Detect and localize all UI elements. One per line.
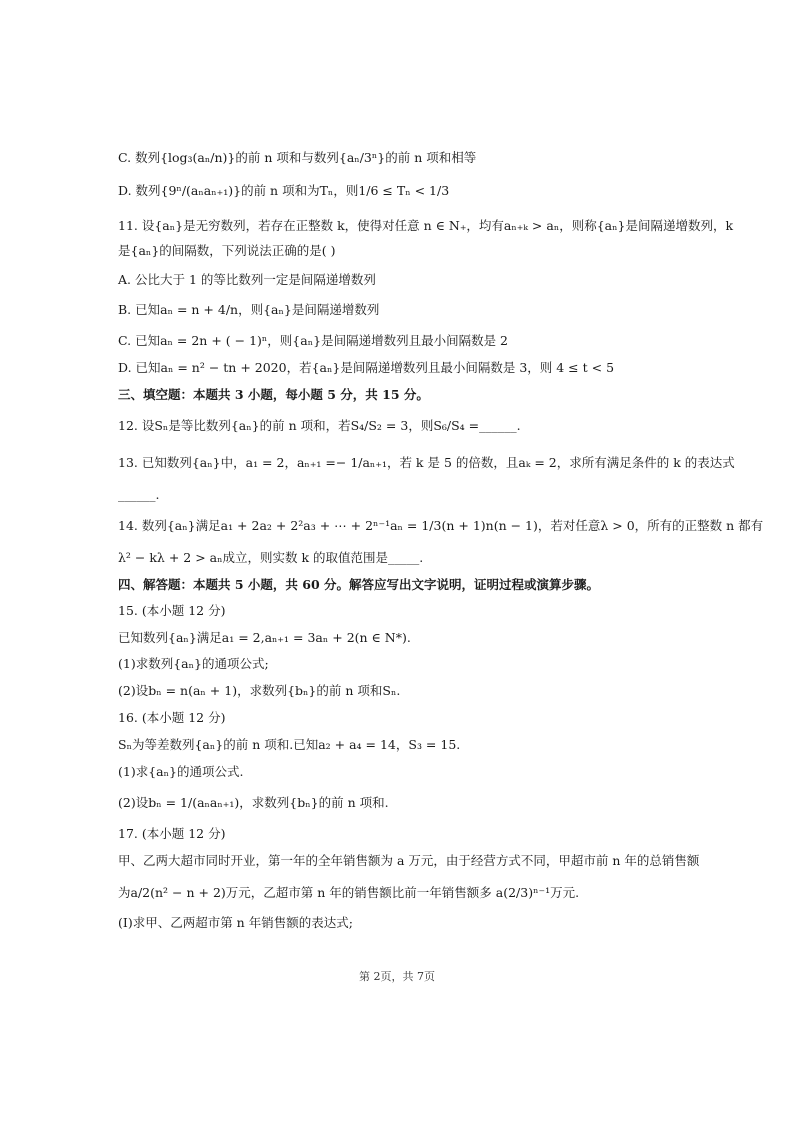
question-16-part2: (2)设bₙ = 1/(aₙaₙ₊₁)，求数列{bₙ}的前 n 项和. [118,795,389,810]
question-17-header: 17. (本小题 12 分) [118,826,226,841]
question-15-part2: (2)设bₙ = n(aₙ + 1)，求数列{bₙ}的前 n 项和Sₙ. [118,683,401,698]
question-17-stem-line1: 甲、乙两大超市同时开业，第一年的全年销售额为 a 万元，由于经营方式不同，甲超市前 n 年的总销售额 [118,853,700,868]
section-answer-heading: 四、解答题：本题共 5 小题，共 60 分。解答应写出文字说明，证明过程或演算步骤。 [118,577,600,592]
question-11-line1: 11. 设{aₙ}是无穷数列，若存在正整数 k，使得对任意 n ∈ N₊，均有aₙ₊ₖ > aₙ，则称{aₙ}是间隔递增数列，k [118,218,734,233]
question-17-stem-line2: 为a/2(n² − n + 2)万元，乙超市第 n 年的销售额比前一年销售额多 a(2/3)ⁿ⁻¹万元. [118,885,580,900]
question-16-header: 16. (本小题 12 分) [118,710,226,725]
option-11b: B. 已知aₙ = n + 4/n，则{aₙ}是间隔递增数列 [118,302,380,317]
question-15-header: 15. (本小题 12 分) [118,603,226,618]
question-15-stem: 已知数列{aₙ}满足a₁ = 2,aₙ₊₁ = 3aₙ + 2(n ∈ N*). [118,630,411,645]
question-15-part1: (1)求数列{aₙ}的通项公式; [118,656,269,671]
option-10c: C. 数列{log₃(aₙ/n)}的前 n 项和与数列{aₙ/3ⁿ}的前 n 项和相等 [118,150,477,165]
section-fill-in-heading: 三、填空题：本题共 3 小题，每小题 5 分，共 15 分。 [118,387,429,402]
question-14-line2: λ² − kλ + 2 > aₙ成立，则实数 k 的取值范围是_____. [118,550,424,565]
question-14-line1: 14. 数列{aₙ}满足a₁ + 2a₂ + 2²a₃ + ⋯ + 2ⁿ⁻¹aₙ = 1/3(n + 1)n(n − 1)，若对任意λ > 0，所有的正整数 n 都有 [118,518,764,533]
option-11d: D. 已知aₙ = n² − tn + 2020，若{aₙ}是间隔递增数列且最小间隔数是 3，则 4 ≤ t < 5 [118,360,615,375]
option-10d: D. 数列{9ⁿ/(aₙaₙ₊₁)}的前 n 项和为Tₙ，则1/6 ≤ Tₙ < 1/3 [118,183,450,198]
option-11a: A. 公比大于 1 的等比数列一定是间隔递增数列 [118,272,376,287]
question-11-line2: 是{aₙ}的间隔数，下列说法正确的是( ) [118,243,336,258]
question-12: 12. 设Sₙ是等比数列{aₙ}的前 n 项和，若S₄/S₂ = 3，则S₆/S₄ =______. [118,418,521,433]
question-16-stem: Sₙ为等差数列{aₙ}的前 n 项和.已知a₂ + a₄ = 14，S₃ = 15. [118,737,461,752]
question-13-line1: 13. 已知数列{aₙ}中，a₁ = 2，aₙ₊₁ =− 1/aₙ₊₁，若 k 是 5 的倍数，且aₖ = 2，求所有满足条件的 k 的表达式 [118,455,735,470]
option-11c: C. 已知aₙ = 2n + ( − 1)ⁿ，则{aₙ}是间隔递增数列且最小间隔数是 2 [118,333,508,348]
page-footer: 第 2页，共 7页 [359,970,435,983]
question-13-line2: ______. [118,487,160,502]
question-16-part1: (1)求{aₙ}的通项公式. [118,764,244,779]
question-17-part1: (Ⅰ)求甲、乙两超市第 n 年销售额的表达式; [118,915,353,930]
